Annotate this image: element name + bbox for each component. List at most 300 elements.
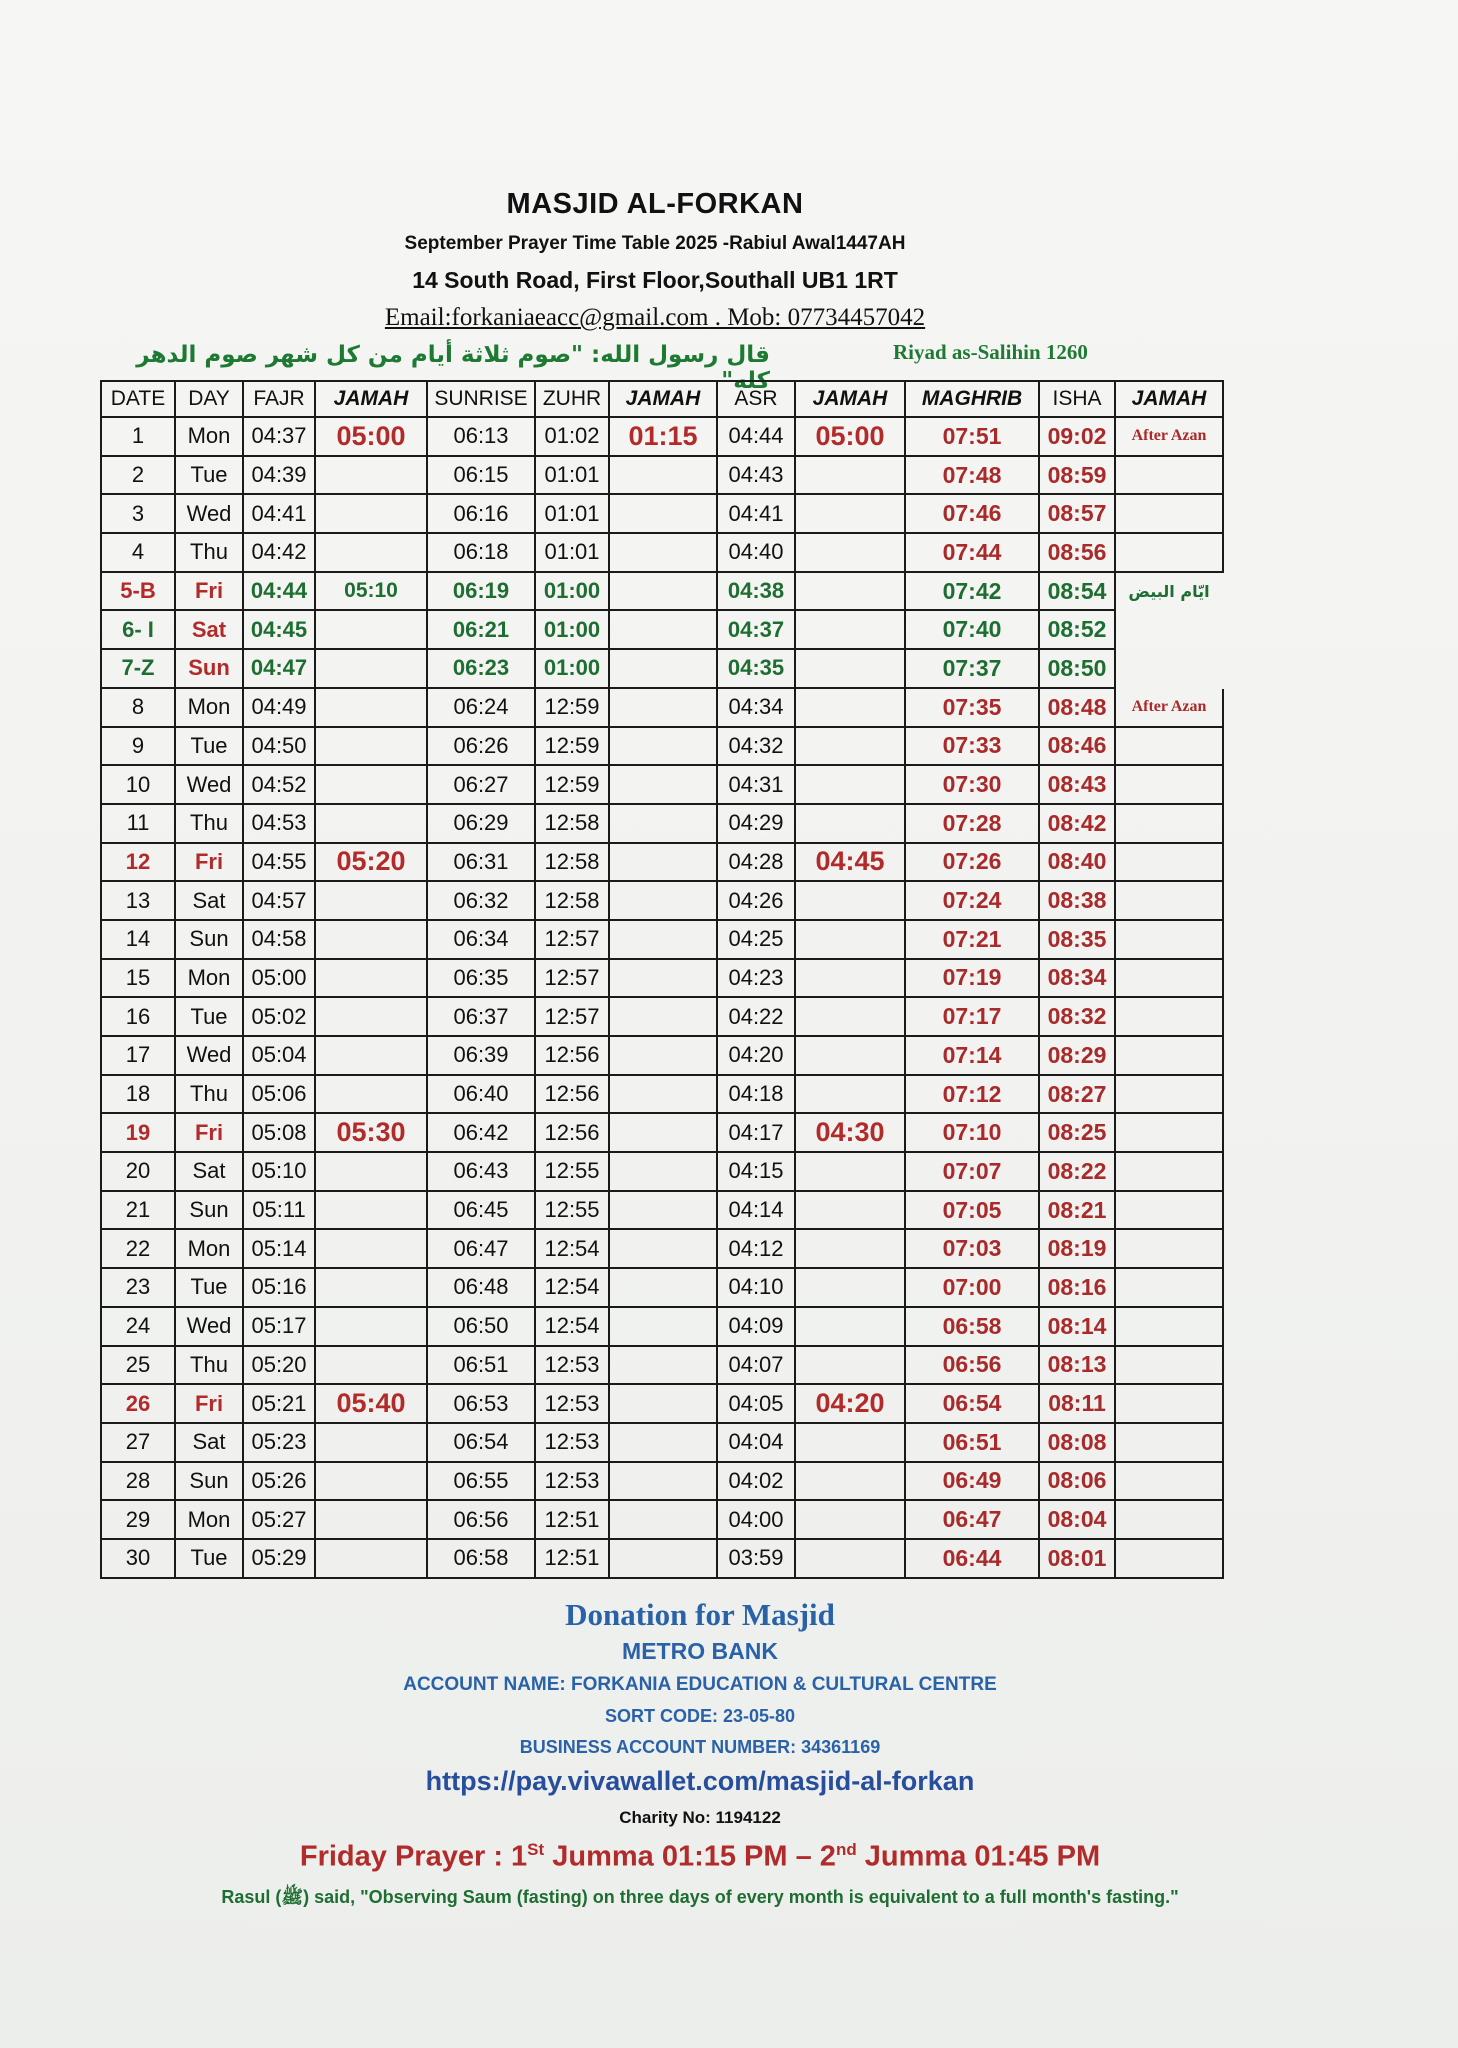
cell-zuhr: 12:59 xyxy=(535,688,609,727)
cell-zuhr: 01:00 xyxy=(535,610,609,649)
contact-line xyxy=(0,304,1310,332)
cell-asr-jamah xyxy=(795,920,905,959)
cell-asr-jamah xyxy=(795,804,905,843)
cell-maghrib: 06:47 xyxy=(905,1500,1039,1539)
prayer-timetable xyxy=(100,380,1224,1579)
page-subtitle: September Prayer Time Table 2025 -Rabiul Awal1447AH xyxy=(404,233,906,254)
charity-number: Charity No: 1194122 xyxy=(619,1808,781,1827)
cell-maghrib: 07:42 xyxy=(905,572,1039,611)
cell-maghrib: 07:40 xyxy=(905,610,1039,649)
cell-day: Tue xyxy=(175,1539,243,1578)
cell-date: 5-B xyxy=(101,572,175,611)
cell-day: Mon xyxy=(175,688,243,727)
cell-asr: 04:12 xyxy=(717,1229,795,1268)
cell-asr: 04:07 xyxy=(717,1346,795,1385)
cell-zuhr-jamah xyxy=(609,1500,717,1539)
cell-zuhr: 01:01 xyxy=(535,533,609,572)
cell-zuhr-jamah xyxy=(609,1075,717,1114)
cell-fajr-jamah xyxy=(315,1075,427,1114)
mobile-number: . Mob: 07734457042 xyxy=(708,304,926,331)
cell-zuhr-jamah xyxy=(609,1191,717,1230)
table-row xyxy=(101,1346,1223,1385)
cell-fajr: 05:10 xyxy=(243,1152,315,1191)
cell-isha-jamah xyxy=(1115,649,1223,688)
cell-isha: 08:29 xyxy=(1039,1036,1115,1075)
cell-isha: 08:22 xyxy=(1039,1152,1115,1191)
cell-fajr-jamah xyxy=(315,1423,427,1462)
friday-prayer-times xyxy=(0,1840,1400,1874)
cell-sunrise: 06:58 xyxy=(427,1539,535,1578)
cell-sunrise: 06:34 xyxy=(427,920,535,959)
cell-asr: 04:02 xyxy=(717,1462,795,1501)
table-row xyxy=(101,1462,1223,1501)
cell-isha: 08:25 xyxy=(1039,1113,1115,1152)
table-row xyxy=(101,1423,1223,1462)
cell-day: Tue xyxy=(175,997,243,1036)
cell-date: 26 xyxy=(101,1384,175,1423)
cell-asr: 04:23 xyxy=(717,959,795,998)
donation-link[interactable]: https://pay.vivawallet.com/masjid-al-forkan xyxy=(425,1766,975,1796)
cell-fajr: 04:37 xyxy=(243,417,315,456)
cell-fajr-jamah xyxy=(315,959,427,998)
cell-sunrise: 06:53 xyxy=(427,1384,535,1423)
cell-date: 6- I xyxy=(101,610,175,649)
bank-name: METRO BANK xyxy=(622,1638,778,1664)
cell-date: 23 xyxy=(101,1268,175,1307)
cell-isha: 08:57 xyxy=(1039,494,1115,533)
cell-zuhr-jamah: 01:15 xyxy=(609,417,717,456)
address: 14 South Road, First Floor,Southall UB1 1RT xyxy=(412,267,898,293)
cell-zuhr: 12:58 xyxy=(535,804,609,843)
cell-sunrise: 06:45 xyxy=(427,1191,535,1230)
cell-day: Wed xyxy=(175,1307,243,1346)
cell-isha-jamah xyxy=(1115,456,1223,495)
table-row xyxy=(101,494,1223,533)
cell-maghrib: 07:30 xyxy=(905,765,1039,804)
cell-maghrib: 07:46 xyxy=(905,494,1039,533)
cell-fajr: 05:14 xyxy=(243,1229,315,1268)
table-row xyxy=(101,1307,1223,1346)
cell-fajr: 04:47 xyxy=(243,649,315,688)
cell-asr-jamah xyxy=(795,727,905,766)
cell-date: 13 xyxy=(101,881,175,920)
cell-fajr: 05:04 xyxy=(243,1036,315,1075)
cell-sunrise: 06:48 xyxy=(427,1268,535,1307)
cell-zuhr: 12:57 xyxy=(535,959,609,998)
cell-date: 16 xyxy=(101,997,175,1036)
table-row xyxy=(101,765,1223,804)
cell-asr-jamah xyxy=(795,1539,905,1578)
cell-zuhr-jamah xyxy=(609,765,717,804)
cell-day: Sat xyxy=(175,610,243,649)
cell-zuhr-jamah xyxy=(609,1152,717,1191)
table-row xyxy=(101,417,1223,456)
sort-code: SORT CODE: 23-05-80 xyxy=(604,1706,796,1726)
cell-asr-jamah xyxy=(795,1500,905,1539)
cell-maghrib: 07:03 xyxy=(905,1229,1039,1268)
cell-asr: 04:20 xyxy=(717,1036,795,1075)
cell-date: 12 xyxy=(101,843,175,882)
cell-zuhr-jamah xyxy=(609,572,717,611)
cell-zuhr: 12:51 xyxy=(535,1539,609,1578)
email-link[interactable]: Email:forkaniaeacc@gmail.com xyxy=(384,304,709,331)
cell-isha: 08:04 xyxy=(1039,1500,1115,1539)
cell-zuhr: 12:55 xyxy=(535,1152,609,1191)
cell-date: 2 xyxy=(101,456,175,495)
cell-isha: 08:08 xyxy=(1039,1423,1115,1462)
cell-date: 11 xyxy=(101,804,175,843)
col-isha-jamah: JAMAH xyxy=(1115,381,1223,417)
cell-asr: 04:26 xyxy=(717,881,795,920)
cell-day: Sat xyxy=(175,1152,243,1191)
table-row xyxy=(101,572,1223,611)
col-asr-jamah: JAMAH xyxy=(795,381,905,417)
cell-zuhr: 01:01 xyxy=(535,494,609,533)
cell-fajr: 05:27 xyxy=(243,1500,315,1539)
cell-date: 1 xyxy=(101,417,175,456)
cell-asr: 04:09 xyxy=(717,1307,795,1346)
cell-date: 18 xyxy=(101,1075,175,1114)
cell-maghrib: 06:54 xyxy=(905,1384,1039,1423)
cell-fajr: 04:55 xyxy=(243,843,315,882)
cell-isha: 08:52 xyxy=(1039,610,1115,649)
cell-fajr-jamah xyxy=(315,997,427,1036)
cell-isha: 08:01 xyxy=(1039,1539,1115,1578)
cell-asr-jamah: 05:00 xyxy=(795,417,905,456)
cell-asr-jamah xyxy=(795,688,905,727)
cell-date: 3 xyxy=(101,494,175,533)
cell-day: Tue xyxy=(175,456,243,495)
cell-sunrise: 06:55 xyxy=(427,1462,535,1501)
cell-zuhr-jamah xyxy=(609,727,717,766)
cell-maghrib: 07:28 xyxy=(905,804,1039,843)
table-row xyxy=(101,1268,1223,1307)
cell-asr: 04:10 xyxy=(717,1268,795,1307)
cell-fajr-jamah xyxy=(315,1036,427,1075)
cell-fajr-jamah xyxy=(315,688,427,727)
cell-date: 27 xyxy=(101,1423,175,1462)
cell-maghrib: 07:00 xyxy=(905,1268,1039,1307)
table-row xyxy=(101,649,1223,688)
cell-day: Mon xyxy=(175,959,243,998)
cell-sunrise: 06:24 xyxy=(427,688,535,727)
cell-zuhr-jamah xyxy=(609,1423,717,1462)
cell-maghrib: 07:24 xyxy=(905,881,1039,920)
cell-date: 24 xyxy=(101,1307,175,1346)
cell-zuhr: 12:57 xyxy=(535,920,609,959)
cell-fajr: 04:39 xyxy=(243,456,315,495)
cell-fajr-jamah: 05:30 xyxy=(315,1113,427,1152)
cell-isha-jamah xyxy=(1115,1539,1223,1578)
cell-day: Thu xyxy=(175,1346,243,1385)
cell-zuhr-jamah xyxy=(609,843,717,882)
col-fajr-jamah: JAMAH xyxy=(315,381,427,417)
cell-fajr-jamah xyxy=(315,727,427,766)
cell-fajr-jamah: 05:00 xyxy=(315,417,427,456)
table-row xyxy=(101,920,1223,959)
cell-zuhr-jamah xyxy=(609,997,717,1036)
friday-prefix: Friday Prayer : 1 xyxy=(299,1840,528,1873)
cell-isha-jamah xyxy=(1115,494,1223,533)
cell-sunrise: 06:23 xyxy=(427,649,535,688)
cell-isha: 08:54 xyxy=(1039,572,1115,611)
col-maghrib: MAGHRIB xyxy=(905,381,1039,417)
cell-asr: 04:38 xyxy=(717,572,795,611)
cell-asr-jamah xyxy=(795,1462,905,1501)
table-row xyxy=(101,1113,1223,1152)
cell-day: Thu xyxy=(175,533,243,572)
table-row xyxy=(101,533,1223,572)
cell-maghrib: 07:33 xyxy=(905,727,1039,766)
table-row xyxy=(101,1152,1223,1191)
cell-zuhr: 12:59 xyxy=(535,765,609,804)
col-zuhr: ZUHR xyxy=(535,381,609,417)
cell-date: 30 xyxy=(101,1539,175,1578)
cell-asr-jamah xyxy=(795,1423,905,1462)
cell-zuhr-jamah xyxy=(609,804,717,843)
cell-date: 8 xyxy=(101,688,175,727)
cell-zuhr-jamah xyxy=(609,1113,717,1152)
table-row xyxy=(101,1036,1223,1075)
cell-day: Sun xyxy=(175,649,243,688)
cell-fajr: 05:17 xyxy=(243,1307,315,1346)
cell-zuhr-jamah xyxy=(609,494,717,533)
cell-maghrib: 07:37 xyxy=(905,649,1039,688)
cell-maghrib: 06:56 xyxy=(905,1346,1039,1385)
cell-isha: 08:42 xyxy=(1039,804,1115,843)
cell-date: 7-Z xyxy=(101,649,175,688)
cell-asr: 04:43 xyxy=(717,456,795,495)
cell-isha-jamah xyxy=(1115,1462,1223,1501)
cell-fajr-jamah xyxy=(315,1268,427,1307)
cell-fajr: 05:29 xyxy=(243,1539,315,1578)
cell-isha-jamah xyxy=(1115,727,1223,766)
cell-day: Fri xyxy=(175,1113,243,1152)
cell-isha-jamah xyxy=(1115,1191,1223,1230)
cell-asr-jamah xyxy=(795,1346,905,1385)
cell-isha: 08:35 xyxy=(1039,920,1115,959)
col-asr: ASR xyxy=(717,381,795,417)
cell-date: 9 xyxy=(101,727,175,766)
table-row xyxy=(101,1384,1223,1423)
cell-zuhr-jamah xyxy=(609,649,717,688)
cell-zuhr: 12:56 xyxy=(535,1075,609,1114)
cell-maghrib: 07:17 xyxy=(905,997,1039,1036)
cell-sunrise: 06:40 xyxy=(427,1075,535,1114)
cell-fajr-jamah xyxy=(315,804,427,843)
cell-day: Tue xyxy=(175,727,243,766)
cell-isha-jamah xyxy=(1115,1075,1223,1114)
table-row xyxy=(101,456,1223,495)
cell-zuhr-jamah xyxy=(609,688,717,727)
cell-sunrise: 06:27 xyxy=(427,765,535,804)
table-row xyxy=(101,688,1223,727)
cell-isha-jamah xyxy=(1115,920,1223,959)
cell-asr-jamah: 04:45 xyxy=(795,843,905,882)
cell-zuhr: 12:58 xyxy=(535,843,609,882)
table-row xyxy=(101,1075,1223,1114)
cell-asr: 04:15 xyxy=(717,1152,795,1191)
cell-fajr: 05:02 xyxy=(243,997,315,1036)
cell-maghrib: 07:35 xyxy=(905,688,1039,727)
cell-isha-jamah xyxy=(1115,843,1223,882)
cell-fajr-jamah xyxy=(315,1152,427,1191)
cell-asr: 04:04 xyxy=(717,1423,795,1462)
cell-isha: 08:34 xyxy=(1039,959,1115,998)
cell-isha: 08:13 xyxy=(1039,1346,1115,1385)
cell-isha: 08:21 xyxy=(1039,1191,1115,1230)
cell-zuhr-jamah xyxy=(609,881,717,920)
cell-isha-jamah xyxy=(1115,765,1223,804)
table-row xyxy=(101,1539,1223,1578)
cell-zuhr-jamah xyxy=(609,959,717,998)
cell-asr: 04:41 xyxy=(717,494,795,533)
cell-asr: 04:40 xyxy=(717,533,795,572)
cell-date: 19 xyxy=(101,1113,175,1152)
cell-isha-jamah xyxy=(1115,1229,1223,1268)
cell-fajr-jamah xyxy=(315,610,427,649)
cell-asr-jamah xyxy=(795,765,905,804)
cell-isha: 08:43 xyxy=(1039,765,1115,804)
cell-day: Sun xyxy=(175,1191,243,1230)
cell-date: 10 xyxy=(101,765,175,804)
cell-maghrib: 07:12 xyxy=(905,1075,1039,1114)
cell-maghrib: 07:48 xyxy=(905,456,1039,495)
cell-zuhr: 12:51 xyxy=(535,1500,609,1539)
cell-asr: 04:35 xyxy=(717,649,795,688)
cell-isha-jamah: ايّام البيض xyxy=(1115,572,1223,611)
cell-asr: 04:18 xyxy=(717,1075,795,1114)
cell-fajr-jamah xyxy=(315,920,427,959)
cell-fajr-jamah: 05:20 xyxy=(315,843,427,882)
cell-isha-jamah xyxy=(1115,1423,1223,1462)
cell-fajr: 04:49 xyxy=(243,688,315,727)
cell-day: Mon xyxy=(175,1229,243,1268)
cell-day: Wed xyxy=(175,1036,243,1075)
cell-isha-jamah xyxy=(1115,959,1223,998)
cell-zuhr: 01:01 xyxy=(535,456,609,495)
cell-asr: 04:25 xyxy=(717,920,795,959)
cell-sunrise: 06:19 xyxy=(427,572,535,611)
cell-maghrib: 07:05 xyxy=(905,1191,1039,1230)
cell-zuhr: 12:57 xyxy=(535,997,609,1036)
cell-zuhr-jamah xyxy=(609,610,717,649)
col-zuhr-jamah: JAMAH xyxy=(609,381,717,417)
cell-sunrise: 06:18 xyxy=(427,533,535,572)
cell-isha-jamah xyxy=(1115,804,1223,843)
cell-day: Sat xyxy=(175,1423,243,1462)
col-date: DATE xyxy=(101,381,175,417)
cell-asr-jamah xyxy=(795,959,905,998)
cell-asr: 04:32 xyxy=(717,727,795,766)
table-row xyxy=(101,804,1223,843)
cell-fajr: 05:23 xyxy=(243,1423,315,1462)
cell-zuhr: 12:53 xyxy=(535,1384,609,1423)
friday-sup-second: nd xyxy=(835,1840,857,1859)
cell-sunrise: 06:31 xyxy=(427,843,535,882)
cell-fajr: 05:16 xyxy=(243,1268,315,1307)
cell-fajr: 04:52 xyxy=(243,765,315,804)
cell-fajr: 04:42 xyxy=(243,533,315,572)
cell-fajr-jamah xyxy=(315,881,427,920)
cell-fajr: 05:11 xyxy=(243,1191,315,1230)
rasul-quote: Rasul (ﷺ) said, "Observing Saum (fasting) on three days of every month is equivalent to a full month's fasting." xyxy=(221,1887,1179,1907)
cell-zuhr: 01:00 xyxy=(535,572,609,611)
cell-zuhr-jamah xyxy=(609,1268,717,1307)
cell-zuhr-jamah xyxy=(609,1539,717,1578)
cell-sunrise: 06:51 xyxy=(427,1346,535,1385)
cell-fajr: 04:53 xyxy=(243,804,315,843)
cell-isha: 08:56 xyxy=(1039,533,1115,572)
cell-fajr-jamah: 05:40 xyxy=(315,1384,427,1423)
cell-date: 17 xyxy=(101,1036,175,1075)
table-row xyxy=(101,843,1223,882)
cell-day: Sun xyxy=(175,920,243,959)
cell-asr-jamah xyxy=(795,1307,905,1346)
cell-isha: 08:32 xyxy=(1039,997,1115,1036)
cell-sunrise: 06:56 xyxy=(427,1500,535,1539)
cell-isha-jamah xyxy=(1115,533,1223,572)
cell-sunrise: 06:29 xyxy=(427,804,535,843)
cell-fajr-jamah xyxy=(315,649,427,688)
cell-asr-jamah: 04:30 xyxy=(795,1113,905,1152)
cell-zuhr: 12:53 xyxy=(535,1346,609,1385)
cell-asr-jamah xyxy=(795,881,905,920)
cell-asr-jamah xyxy=(795,1191,905,1230)
cell-asr: 04:17 xyxy=(717,1113,795,1152)
cell-zuhr: 12:55 xyxy=(535,1191,609,1230)
cell-zuhr-jamah xyxy=(609,1346,717,1385)
cell-fajr-jamah xyxy=(315,456,427,495)
table-row xyxy=(101,881,1223,920)
cell-isha: 08:38 xyxy=(1039,881,1115,920)
cell-isha: 08:50 xyxy=(1039,649,1115,688)
friday-mid: Jumma 01:15 PM – 2 xyxy=(544,1840,836,1873)
cell-date: 15 xyxy=(101,959,175,998)
table-row xyxy=(101,610,1223,649)
cell-fajr: 04:58 xyxy=(243,920,315,959)
cell-sunrise: 06:21 xyxy=(427,610,535,649)
cell-isha-jamah xyxy=(1115,1346,1223,1385)
cell-asr: 04:31 xyxy=(717,765,795,804)
cell-fajr: 04:57 xyxy=(243,881,315,920)
cell-asr-jamah xyxy=(795,1268,905,1307)
cell-isha: 08:27 xyxy=(1039,1075,1115,1114)
cell-zuhr: 12:56 xyxy=(535,1113,609,1152)
cell-zuhr-jamah xyxy=(609,920,717,959)
cell-fajr-jamah xyxy=(315,1191,427,1230)
cell-sunrise: 06:32 xyxy=(427,881,535,920)
cell-day: Mon xyxy=(175,417,243,456)
donation-title: Donation for Masjid xyxy=(565,1597,835,1632)
table-row xyxy=(101,997,1223,1036)
cell-isha-jamah xyxy=(1115,1307,1223,1346)
cell-fajr-jamah xyxy=(315,533,427,572)
cell-maghrib: 07:44 xyxy=(905,533,1039,572)
table-row xyxy=(101,727,1223,766)
friday-sup-first: St xyxy=(527,1840,545,1859)
cell-fajr-jamah xyxy=(315,765,427,804)
cell-asr-jamah xyxy=(795,1229,905,1268)
cell-isha: 08:14 xyxy=(1039,1307,1115,1346)
cell-fajr: 04:44 xyxy=(243,572,315,611)
cell-day: Mon xyxy=(175,1500,243,1539)
cell-fajr: 05:26 xyxy=(243,1462,315,1501)
cell-asr-jamah xyxy=(795,572,905,611)
cell-date: 21 xyxy=(101,1191,175,1230)
cell-zuhr: 12:54 xyxy=(535,1229,609,1268)
cell-isha-jamah xyxy=(1115,1384,1223,1423)
